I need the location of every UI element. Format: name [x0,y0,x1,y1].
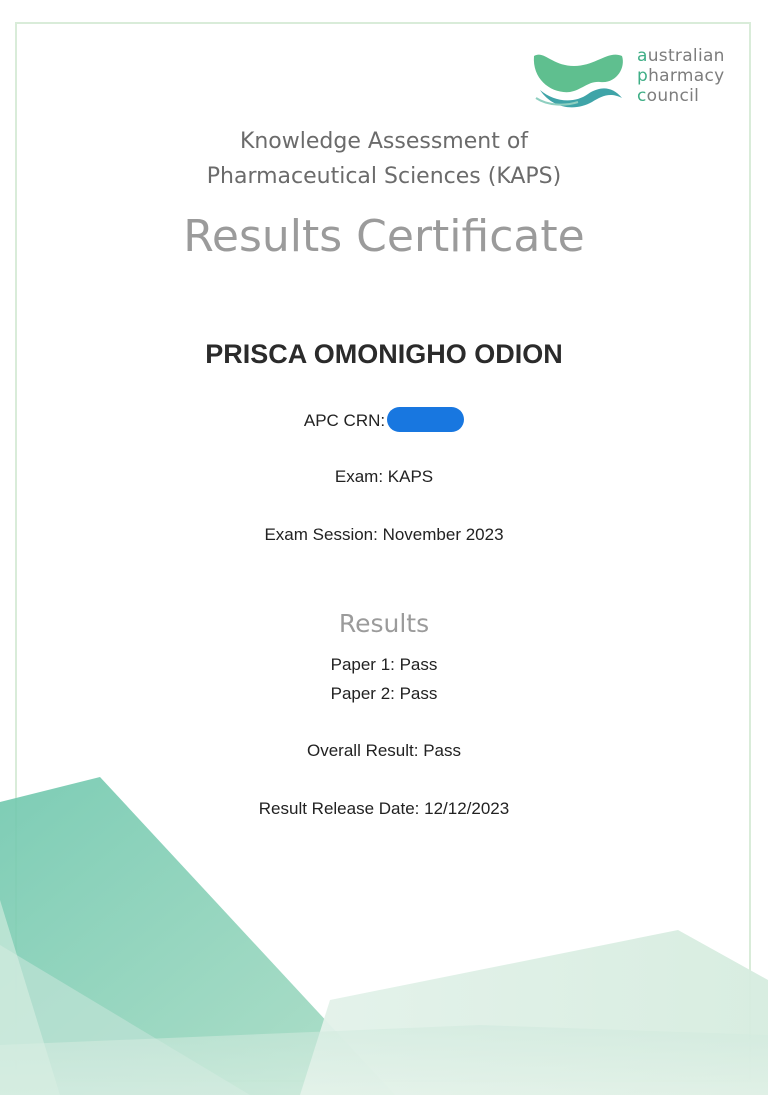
paper-1-result: Paper 1: Pass [330,655,438,674]
certificate-title: Results Certificate [183,211,585,262]
candidate-name: PRISCA OMONIGHO ODION [205,339,563,369]
paper-2-result: Paper 2: Pass [330,684,438,703]
exam-session-line: Exam Session: November 2023 [264,525,504,544]
apc-logo-wordmark: australian pharmacy council [637,46,725,106]
exam-line: Exam: KAPS [334,467,434,486]
apc-crn-label: APC CRN: [303,410,386,430]
apc-crn-row [0,409,768,434]
assessment-title-line-2: Pharmaceutical Sciences (KAPS) [206,164,562,189]
crn-redaction-mark [387,407,464,432]
assessment-title-line-1: Knowledge Assessment of [239,129,529,154]
result-release-date: Result Release Date: 12/12/2023 [258,799,510,818]
results-heading: Results [338,609,430,638]
overall-result: Overall Result: Pass [307,741,461,760]
